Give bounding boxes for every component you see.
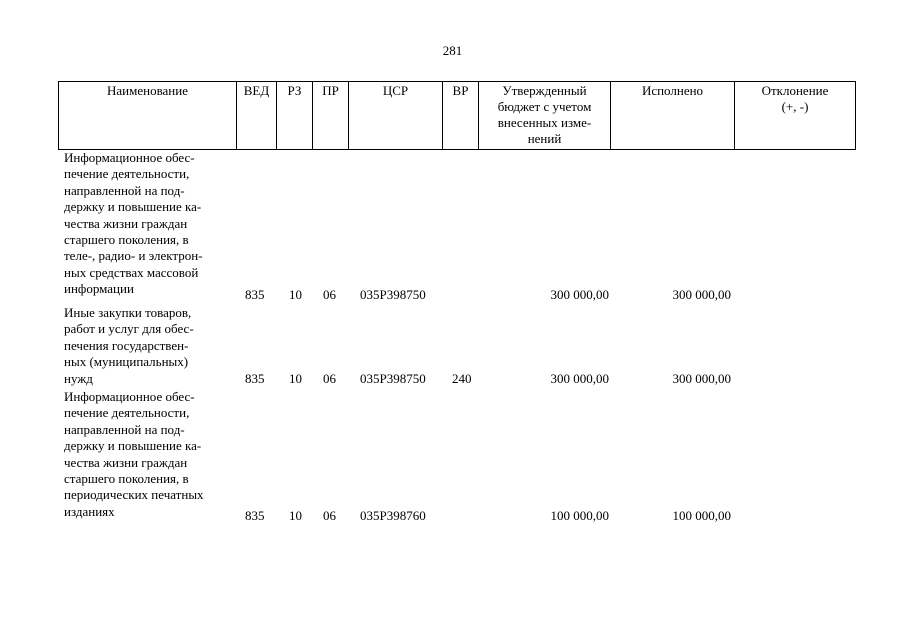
page-number: 281 <box>442 43 463 58</box>
header-rz: РЗ <box>277 82 313 150</box>
row-ved: 835 <box>245 287 265 302</box>
row-ved: 835 <box>245 371 265 386</box>
header-vr: ВР <box>443 82 479 150</box>
header-csr: ЦСР <box>349 82 443 150</box>
row-pr: 06 <box>323 371 336 386</box>
row-name: Информационное обес- печение деятельности, направленной на под- держку и повышение ка- чества жизни граждан старшего поколения, в периодических печатных изданиях <box>64 389 204 519</box>
row-name: Информационное обес- печение деятельности, направленной на под- держку и повышение ка- чества жизни граждан старшего поколения, в теле-, радио- и электрон- ных средствах массовой информации <box>64 150 203 297</box>
row-csr: 035Р398750 <box>360 287 426 302</box>
row-pr: 06 <box>323 287 336 302</box>
header-approved: Утвержденный бюджет с учетом внесенных изме- нений <box>479 82 611 150</box>
row-rz: 10 <box>289 287 302 302</box>
row-approved: 100 000,00 <box>550 508 609 523</box>
row-csr: 035Р398760 <box>360 508 426 523</box>
row-rz: 10 <box>289 371 302 386</box>
header-ved: ВЕД <box>237 82 277 150</box>
row-approved: 300 000,00 <box>550 371 609 386</box>
row-rz: 10 <box>289 508 302 523</box>
row-pr: 06 <box>323 508 336 523</box>
row-approved: 300 000,00 <box>550 287 609 302</box>
row-done: 300 000,00 <box>672 371 731 386</box>
row-done: 300 000,00 <box>672 287 731 302</box>
row-done: 100 000,00 <box>672 508 731 523</box>
row-csr: 035Р398750 <box>360 371 426 386</box>
row-ved: 835 <box>245 508 265 523</box>
row-name: Иные закупки товаров, работ и услуг для обес- печения государствен- ных (муниципальных) нужд <box>64 305 194 386</box>
row-vr: 240 <box>452 371 472 386</box>
header-done: Исполнено <box>611 82 735 150</box>
header-deviation: Отклонение (+, -) <box>735 82 856 150</box>
header-pr: ПР <box>313 82 349 150</box>
table-header <box>58 81 856 150</box>
header-name: Наименование <box>59 82 237 150</box>
